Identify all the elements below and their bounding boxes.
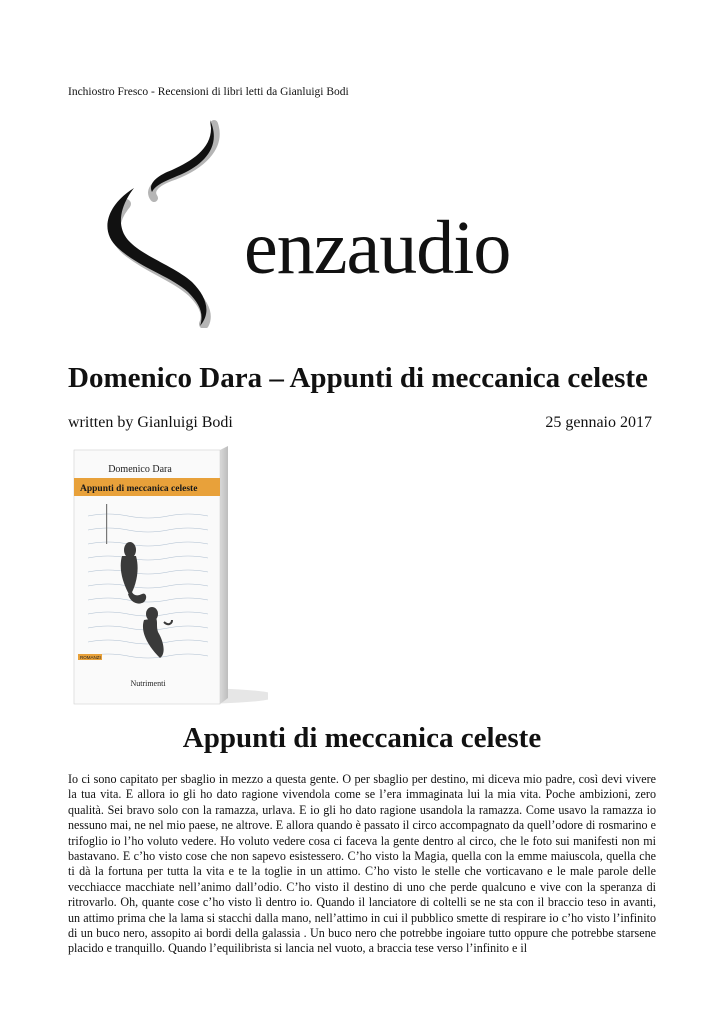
cover-publisher: Nutrimenti <box>130 679 166 688</box>
article-body: Io ci sono capitato per sbaglio in mezzo a questa gente. O per sbaglio per destino, mi diceva mio padre, così devi vivere la tua vita. E allora io gli ho dato ragione vivendola come se l’era immaginata lui la mia vita. Poche ambizioni, zero qualità. Sei bravo solo con la ramazza, urlava. E io gli ho dato ragione usandola la ramazza. Come usavo la ramazza io nessuno mai, ne nel mio paese, ne altrove. E allora quando è passato il circo accompagnato da quell’odore di rosmarino e trifoglio io l’ho voluto vedere. Ho voluto vedere cosa ci faceva la gente dentro al circo, che le foto sui manifesti non mi bastavano. E c’ho visto cose che non sapevo esistessero. C’ho visto la Magia, quella con la emme maiuscola, quella che ti dà la fortuna per tutta la vita e te la toglie in un attimo. C’ho visto le stelle che vorticavano e le male parole delle vecchiacce macchiate nell’animo dall’odio. C’ho visto il destino di uno che perde qualcuno e vive con la speranza di ritrovarlo. Oh, quante cose c’ho visto lì dentro io. Quando il lanciatore di coltelli se ne sta con il braccio teso in avanti, un attimo prima che la lama si stacchi dalla mano, nell’attimo in cui il pubblico smette di respirare io c’ho visto l’infinito di un buco nero, assopito ai bordi della galassia . Un buco nero che potrebbe ingoiare tutto oppure che potrebbe starsene placido e tranquillo. Quando l’equilibrista si lancia nel vuoto, a braccia tese verso l’infinito e il <box>68 772 656 956</box>
book-cover-image <box>68 446 268 708</box>
site-tagline: Inchiostro Fresco - Recensioni di libri letti da Gianluigi Bodi <box>68 86 349 98</box>
article-date: 25 gennaio 2017 <box>545 414 652 431</box>
article-subtitle: Appunti di meccanica celeste <box>182 722 542 754</box>
cover-title: Appunti di meccanica celeste <box>80 484 198 494</box>
article-byline: written by Gianluigi Bodi <box>68 414 233 431</box>
article-title: Domenico Dara – Appunti di meccanica celeste <box>68 362 648 394</box>
cover-series: ROMANZI <box>80 655 101 660</box>
logo-wordmark: enzaudio <box>244 206 511 290</box>
site-logo[interactable] <box>96 118 516 328</box>
cover-author: Domenico Dara <box>108 464 172 475</box>
swirl-s-icon <box>96 118 256 328</box>
